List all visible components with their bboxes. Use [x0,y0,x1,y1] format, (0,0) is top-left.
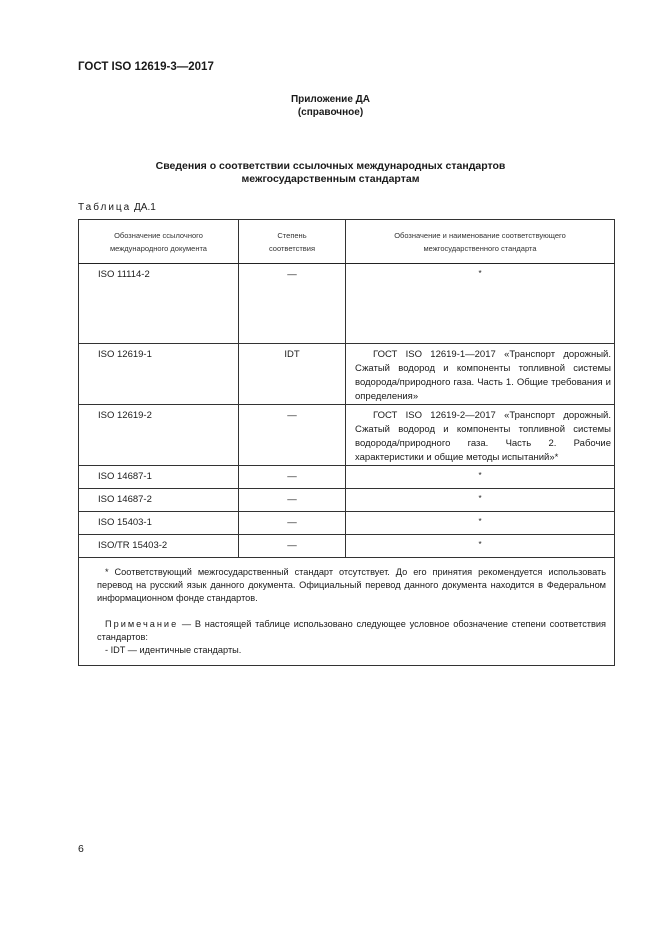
cell-degree: — [239,535,346,558]
cell-degree: — [239,466,346,489]
note-item: - IDT — идентичные стандарты. [105,645,242,655]
table-caption-word: Таблица [78,202,132,213]
cell-degree: — [239,489,346,512]
table-header-row [79,220,615,264]
header-ref-line1: Обозначение ссылочного [114,230,203,240]
cell-degree: — [239,512,346,535]
correspondence-table [78,219,615,666]
table-notes [79,558,615,666]
section-title-line1: Сведения о соответствии ссылочных международных стандартов [155,160,506,172]
table-footnote: * Соответствующий межгосударственный стандарт отсутствует. До его принятия рекомендуется использовать перевод на русский язык данного документа. Официальный перевод данного документа находится в Федеральном информационном фонде стандартов. [97,567,606,603]
appendix-subtitle: (справочное) [297,107,364,118]
header-standard [346,220,615,264]
header-degree-line1: Степень [277,230,307,240]
cell-standard [346,405,615,466]
cell-ref: ISO 15403-1 [79,512,239,535]
cell-ref: ISO 12619-2 [79,405,239,466]
header-ref-line2: международного документа [110,243,207,253]
standard-text: ГОСТ ISO 12619-2—2017 «Транспорт дорожный. Сжатый водород и компоненты топливной системы водорода/природного газа. Часть 2. Рабочие характеристики и общие методы испытаний»* [355,410,611,463]
table-note [97,618,606,644]
cell-degree: — [239,405,346,466]
note-text: — В настоящей таблице использовано следующее условное обозначение степени соответствия стандартов: [97,619,606,642]
cell-degree: — [239,264,346,344]
cell-degree: IDT [239,344,346,405]
standard-text: ГОСТ ISO 12619-1—2017 «Транспорт дорожный. Сжатый водород и компоненты топливной системы водорода/природного газа. Часть 1. Общие требования и определения» [355,349,611,402]
page-number: 6 [78,843,84,855]
table-row [79,512,615,535]
table-caption-number: ДА.1 [134,202,156,213]
table-row [79,535,615,558]
cell-standard: * [346,512,615,535]
table-notes-row [79,558,615,666]
cell-ref: ISO 12619-1 [79,344,239,405]
document-code: ГОСТ ISO 12619-3—2017 [78,61,214,73]
table-row [79,489,615,512]
header-ref-document [79,220,239,264]
table-row [79,466,615,489]
table-caption [78,202,156,213]
header-degree [239,220,346,264]
header-standard-line1: Обозначение и наименование соответствующего [394,230,566,240]
cell-standard: * [346,264,615,344]
cell-ref: ISO 14687-2 [79,489,239,512]
cell-ref: ISO 11114-2 [79,264,239,344]
cell-ref: ISO 14687-1 [79,466,239,489]
cell-standard: * [346,466,615,489]
appendix-title: Приложение ДА [290,94,371,105]
section-title-line2: межгосударственным стандартам [241,173,420,185]
table-row [79,344,615,405]
cell-standard [346,344,615,405]
header-degree-line2: соответствия [268,243,316,253]
cell-standard: * [346,489,615,512]
cell-standard: * [346,535,615,558]
note-label: Примечание [105,619,179,629]
cell-ref: ISO/TR 15403-2 [79,535,239,558]
header-standard-line2: межгосударственного стандарта [423,243,537,253]
table-row [79,405,615,466]
table-row [79,264,615,344]
